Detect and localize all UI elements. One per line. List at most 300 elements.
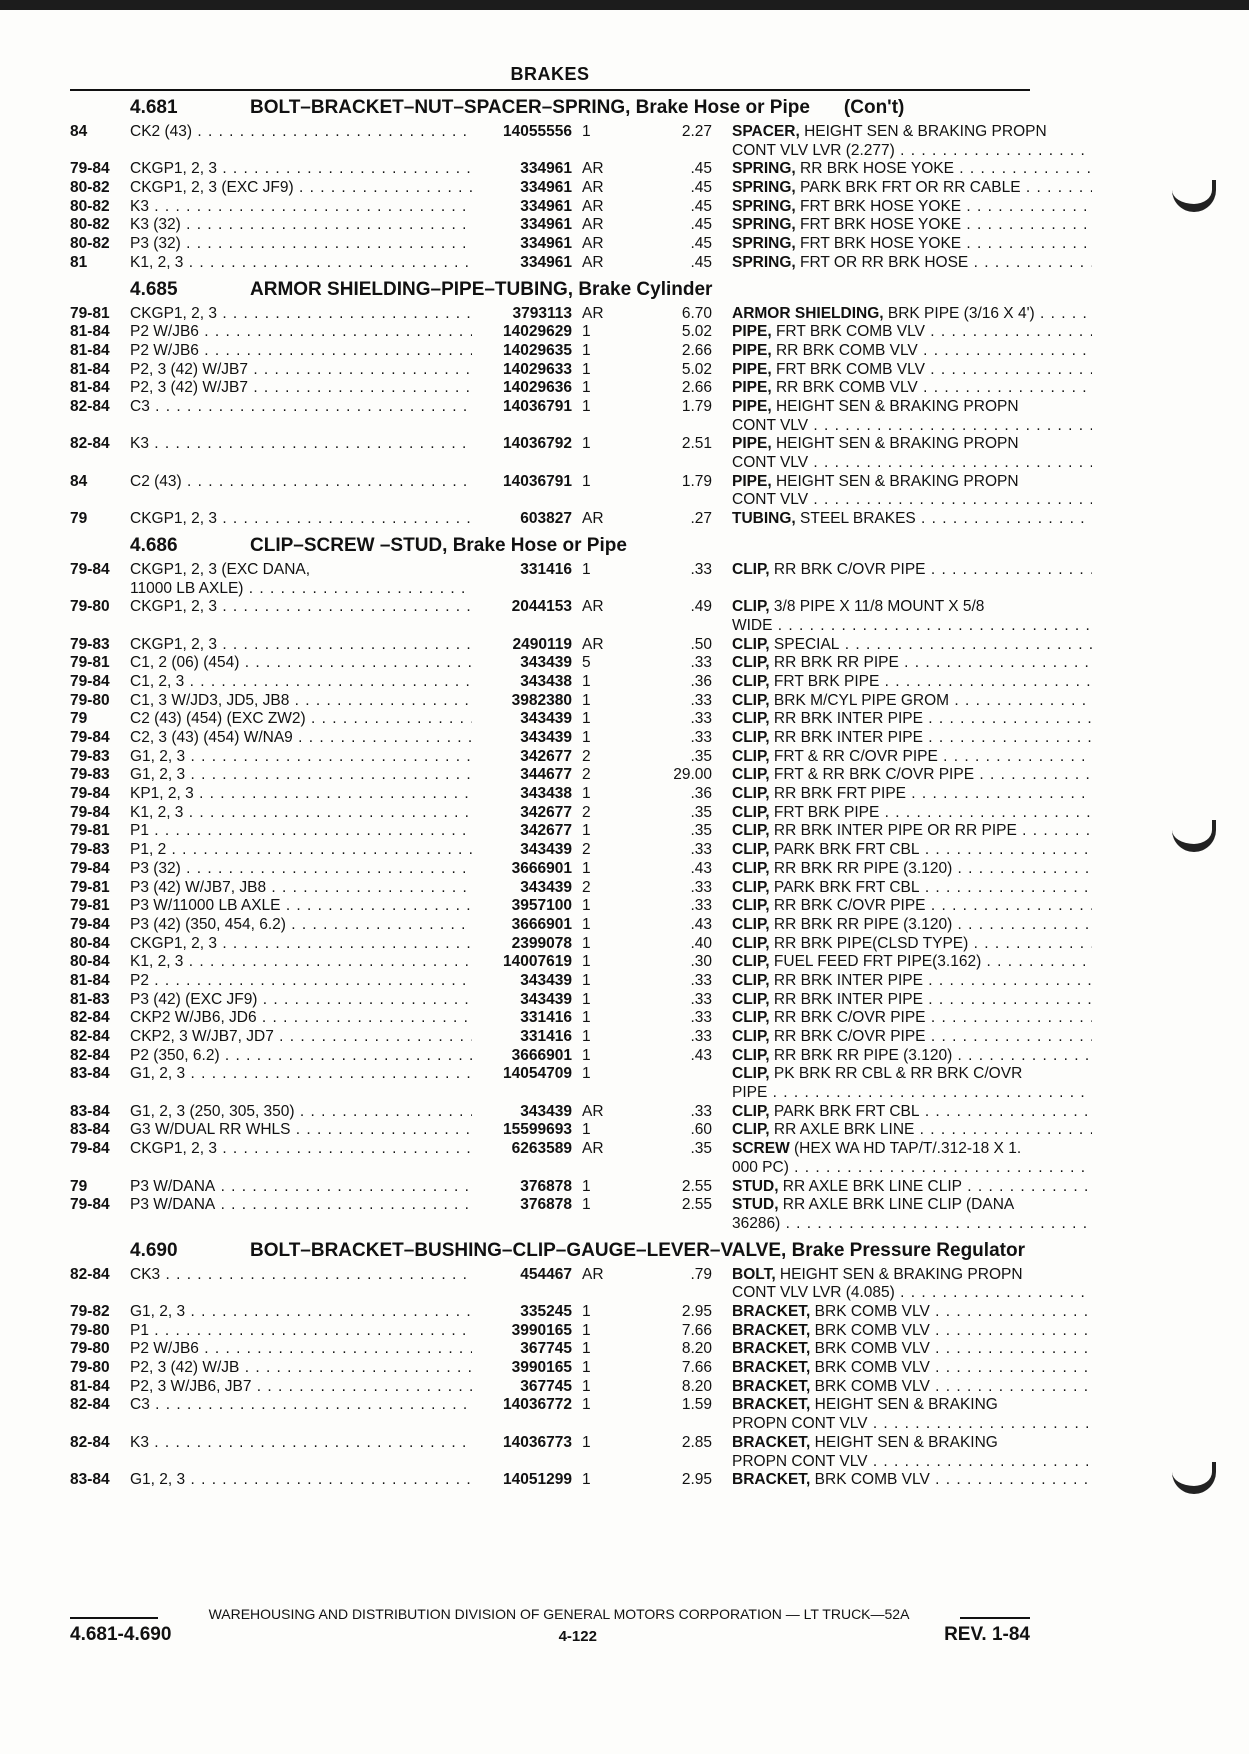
model-line: K1, 2, 3 . . . bbox=[130, 804, 472, 823]
model-list bbox=[130, 342, 472, 361]
description-line bbox=[732, 766, 1092, 785]
part-number: 14029633 bbox=[503, 360, 572, 378]
description-text: HEIGHT SEN & BRAKING PROPN bbox=[771, 435, 1019, 453]
footer-range: 4.681-4.690 bbox=[70, 1624, 172, 1645]
year-range: 79-84 bbox=[70, 1196, 110, 1214]
description-text: RR BRK RR PIPE (3.120) bbox=[769, 859, 953, 877]
part-name: CLIP, bbox=[732, 915, 770, 933]
part-number: 3990165 bbox=[511, 1321, 572, 1339]
price: .36 bbox=[690, 672, 712, 690]
year-range: 79-83 bbox=[70, 635, 110, 653]
quantity: 1 bbox=[582, 1396, 591, 1414]
description-line bbox=[732, 160, 1092, 179]
quantity: 1 bbox=[582, 672, 591, 690]
price: 1.79 bbox=[681, 397, 712, 415]
section-title bbox=[250, 535, 1030, 557]
part-row bbox=[70, 254, 1030, 273]
year-range: 79-80 bbox=[70, 1340, 110, 1358]
price: 5.02 bbox=[681, 323, 712, 341]
model-list bbox=[130, 1340, 472, 1359]
year-range: 82-84 bbox=[70, 1009, 110, 1027]
part-description bbox=[732, 561, 1092, 580]
part-number: 14036792 bbox=[503, 435, 572, 453]
price: 2.27 bbox=[681, 123, 712, 140]
model-line: K3 (32) . . . bbox=[130, 216, 472, 235]
year-range: 79-84 bbox=[70, 729, 110, 747]
model-list bbox=[130, 598, 472, 617]
quantity: 1 bbox=[582, 691, 591, 709]
year-range: 79-84 bbox=[70, 915, 110, 933]
quantity: 1 bbox=[582, 1359, 591, 1377]
model-line: CK2 (43) . . . bbox=[130, 123, 472, 142]
part-number: 14036791 bbox=[503, 472, 572, 490]
page-footer bbox=[70, 1606, 1030, 1646]
description-text: BRK COMB VLV bbox=[810, 1471, 930, 1489]
part-name: SPRING, bbox=[732, 253, 796, 271]
model-list bbox=[130, 935, 472, 954]
part-description bbox=[732, 1065, 1092, 1102]
description-line bbox=[732, 692, 1092, 711]
description-line bbox=[732, 860, 1092, 879]
price: 2.66 bbox=[681, 379, 712, 397]
description-text: RR BRK C/OVR PIPE bbox=[769, 897, 926, 915]
model-list bbox=[130, 991, 472, 1010]
model-list bbox=[130, 1471, 472, 1490]
part-number: 334961 bbox=[520, 235, 572, 253]
quantity: AR bbox=[582, 598, 604, 616]
year-range: 79 bbox=[70, 710, 88, 728]
year-range: 80-82 bbox=[70, 216, 110, 234]
description-line bbox=[732, 991, 1092, 1010]
part-name: CLIP, bbox=[732, 635, 770, 653]
description-line bbox=[732, 804, 1092, 823]
price: .45 bbox=[690, 179, 712, 197]
part-number: 343439 bbox=[520, 710, 572, 728]
part-name: CLIP, bbox=[732, 822, 770, 840]
part-row bbox=[70, 1140, 1030, 1177]
part-number: 343439 bbox=[520, 971, 572, 989]
part-row bbox=[70, 1121, 1030, 1140]
part-number: 14055556 bbox=[503, 123, 572, 140]
description-line bbox=[732, 1322, 1092, 1341]
part-description bbox=[732, 1196, 1092, 1233]
description-text: 36286) bbox=[732, 1214, 781, 1232]
description-text: FRT & RR C/OVR PIPE bbox=[769, 747, 938, 765]
quantity: 1 bbox=[582, 915, 591, 933]
model-list bbox=[130, 1322, 472, 1341]
section-title-text: BOLT–BRACKET–NUT–SPACER–SPRING, Brake Hose or Pipe bbox=[250, 97, 810, 118]
price: .60 bbox=[690, 1121, 712, 1139]
description-line bbox=[732, 654, 1092, 673]
model-list bbox=[130, 435, 472, 454]
price: 6.70 bbox=[681, 304, 712, 322]
part-row bbox=[70, 160, 1030, 179]
description-text: BRK COMB VLV bbox=[810, 1303, 930, 1321]
price: 2.55 bbox=[681, 1177, 712, 1195]
binder-hole bbox=[1172, 1462, 1216, 1494]
part-number: 14036772 bbox=[503, 1396, 572, 1414]
part-name: PIPE, bbox=[732, 323, 772, 341]
part-description bbox=[732, 379, 1092, 398]
model-list bbox=[130, 1140, 472, 1159]
footer-division: WAREHOUSING AND DISTRIBUTION DIVISION OF GENERAL MOTORS CORPORATION — LT TRUCK—52A bbox=[208, 1606, 910, 1622]
part-name: CLIP, bbox=[732, 766, 770, 784]
price: .45 bbox=[690, 235, 712, 253]
model-line: P3 W/DANA . . . bbox=[130, 1178, 472, 1197]
description-text: RR BRK RR PIPE (3.120) bbox=[769, 1046, 953, 1064]
part-name: CLIP, bbox=[732, 710, 770, 728]
price: .45 bbox=[690, 253, 712, 271]
section-heading bbox=[70, 279, 1030, 301]
binder-hole bbox=[1172, 180, 1216, 212]
part-number: 343438 bbox=[520, 672, 572, 690]
year-range: 81-84 bbox=[70, 1377, 110, 1395]
price: .33 bbox=[690, 878, 712, 896]
description-text: CONT VLV bbox=[732, 454, 809, 472]
part-description bbox=[732, 916, 1092, 935]
model-line: P2, 3 (42) W/JB7 . . . bbox=[130, 379, 472, 398]
section-number: 4.681 bbox=[130, 97, 178, 118]
year-range: 79-82 bbox=[70, 1303, 110, 1321]
description-line bbox=[732, 1453, 1092, 1472]
part-row bbox=[70, 710, 1030, 729]
quantity: 2 bbox=[582, 747, 591, 765]
quantity: AR bbox=[582, 1102, 604, 1120]
quantity: 1 bbox=[582, 360, 591, 378]
description-text: PROPN CONT VLV bbox=[732, 1415, 868, 1433]
description-text: HEIGHT SEN & BRAKING PROPN bbox=[775, 1265, 1023, 1283]
price: .35 bbox=[690, 822, 712, 840]
part-description bbox=[732, 1359, 1092, 1378]
price: .33 bbox=[690, 1009, 712, 1027]
part-row bbox=[70, 1471, 1030, 1490]
model-list bbox=[130, 198, 472, 217]
part-description bbox=[732, 860, 1092, 879]
part-row bbox=[70, 179, 1030, 198]
price: .43 bbox=[690, 1046, 712, 1064]
model-line: K1, 2, 3 . . . bbox=[130, 254, 472, 273]
year-range: 83-84 bbox=[70, 1102, 110, 1120]
model-line: P2 (350, 6.2) . . . bbox=[130, 1047, 472, 1066]
quantity: 1 bbox=[582, 323, 591, 341]
price: .33 bbox=[690, 897, 712, 915]
quantity: 1 bbox=[582, 1303, 591, 1321]
description-text: RR BRK C/OVR PIPE bbox=[769, 1009, 926, 1027]
description-line bbox=[732, 1378, 1092, 1397]
part-description bbox=[732, 123, 1092, 160]
description-text: CONT VLV LVR (2.277) bbox=[732, 141, 895, 159]
part-description bbox=[732, 991, 1092, 1010]
model-list bbox=[130, 785, 472, 804]
year-range: 79-84 bbox=[70, 785, 110, 803]
year-range: 84 bbox=[70, 123, 88, 140]
part-row bbox=[70, 1178, 1030, 1197]
model-list bbox=[130, 561, 472, 598]
description-text: 3/8 PIPE X 11/8 MOUNT X 5/8 bbox=[769, 598, 985, 616]
part-name: STUD, bbox=[732, 1177, 779, 1195]
description-line bbox=[732, 454, 1092, 473]
price: .36 bbox=[690, 785, 712, 803]
quantity: AR bbox=[582, 1265, 604, 1283]
part-name: PIPE, bbox=[732, 360, 772, 378]
price: .33 bbox=[690, 691, 712, 709]
model-line: P2, 3 W/JB6, JB7 . . . bbox=[130, 1378, 472, 1397]
price: 1.59 bbox=[681, 1396, 712, 1414]
part-name: CLIP, bbox=[732, 990, 770, 1008]
part-name: CLIP, bbox=[732, 1121, 770, 1139]
year-range: 82-84 bbox=[70, 1265, 110, 1283]
part-description bbox=[732, 822, 1092, 841]
year-range: 81-84 bbox=[70, 971, 110, 989]
year-range: 79 bbox=[70, 510, 88, 528]
part-description bbox=[732, 636, 1092, 655]
price: .33 bbox=[690, 729, 712, 747]
part-name: CLIP, bbox=[732, 747, 770, 765]
model-line: CKGP1, 2, 3 . . . bbox=[130, 598, 472, 617]
quantity: 1 bbox=[582, 1046, 591, 1064]
part-description bbox=[732, 1103, 1092, 1122]
part-name: CLIP, bbox=[732, 897, 770, 915]
part-row bbox=[70, 729, 1030, 748]
part-number: 3982380 bbox=[511, 691, 572, 709]
year-range: 81-84 bbox=[70, 360, 110, 378]
section-number: 4.686 bbox=[130, 534, 178, 556]
model-list bbox=[130, 179, 472, 198]
description-line bbox=[732, 617, 1092, 636]
description-line bbox=[732, 398, 1092, 417]
model-list bbox=[130, 1065, 472, 1084]
quantity: AR bbox=[582, 179, 604, 197]
year-range: 80-82 bbox=[70, 197, 110, 215]
part-name: CLIP, bbox=[732, 841, 770, 859]
model-list bbox=[130, 822, 472, 841]
part-row bbox=[70, 1103, 1030, 1122]
part-description bbox=[732, 398, 1092, 435]
model-line: K3 . . . bbox=[130, 198, 472, 217]
quantity: 1 bbox=[582, 1065, 591, 1083]
model-list bbox=[130, 216, 472, 235]
price: .30 bbox=[690, 953, 712, 971]
quantity: 1 bbox=[582, 822, 591, 840]
part-name: BRACKET, bbox=[732, 1471, 811, 1489]
part-name: CLIP, bbox=[732, 672, 770, 690]
description-line bbox=[732, 1434, 1092, 1453]
model-list bbox=[130, 1009, 472, 1028]
part-number: 3666901 bbox=[511, 915, 572, 933]
part-number: 14051299 bbox=[503, 1471, 572, 1489]
year-range: 79-81 bbox=[70, 654, 110, 672]
price: 2.55 bbox=[681, 1196, 712, 1214]
model-list bbox=[130, 235, 472, 254]
part-name: SPRING, bbox=[732, 197, 796, 215]
part-number: 342677 bbox=[520, 747, 572, 765]
part-row bbox=[70, 361, 1030, 380]
description-text: RR BRK INTER PIPE bbox=[769, 710, 923, 728]
page-title: BRAKES bbox=[510, 64, 590, 84]
year-range: 83-84 bbox=[70, 1471, 110, 1489]
part-number: 343439 bbox=[520, 654, 572, 672]
model-list bbox=[130, 673, 472, 692]
quantity: AR bbox=[582, 197, 604, 215]
part-row bbox=[70, 935, 1030, 954]
part-number: 2399078 bbox=[511, 934, 572, 952]
part-name: PIPE, bbox=[732, 472, 772, 490]
price: 8.20 bbox=[681, 1377, 712, 1395]
price: .27 bbox=[690, 510, 712, 528]
description-line bbox=[732, 841, 1092, 860]
model-list bbox=[130, 916, 472, 935]
quantity: AR bbox=[582, 1140, 604, 1158]
part-row bbox=[70, 766, 1030, 785]
part-description bbox=[732, 179, 1092, 198]
model-list bbox=[130, 841, 472, 860]
description-text: BRK M/CYL PIPE GROM bbox=[769, 691, 950, 709]
part-number: 331416 bbox=[520, 1009, 572, 1027]
part-number: 15599693 bbox=[503, 1121, 572, 1139]
part-row bbox=[70, 822, 1030, 841]
model-list bbox=[130, 1028, 472, 1047]
description-line bbox=[732, 379, 1092, 398]
description-line bbox=[732, 1284, 1092, 1303]
part-name: PIPE, bbox=[732, 397, 772, 415]
section-title-text: ARMOR SHIELDING–PIPE–TUBING, Brake Cylinder bbox=[250, 278, 713, 300]
model-line: P2, 3 (42) W/JB . . . bbox=[130, 1359, 472, 1378]
price: 5.02 bbox=[681, 360, 712, 378]
quantity: 1 bbox=[582, 1321, 591, 1339]
part-row bbox=[70, 1340, 1030, 1359]
description-text: BRK COMB VLV bbox=[810, 1377, 930, 1395]
part-name: CLIP, bbox=[732, 785, 770, 803]
model-list bbox=[130, 1359, 472, 1378]
part-description bbox=[732, 160, 1092, 179]
price: 1.79 bbox=[681, 472, 712, 490]
model-list bbox=[130, 636, 472, 655]
description-text: RR BRK C/OVR PIPE bbox=[769, 560, 926, 578]
part-name: CLIP, bbox=[732, 1009, 770, 1027]
part-description bbox=[732, 342, 1092, 361]
part-description bbox=[732, 804, 1092, 823]
model-line: K1, 2, 3 . . . bbox=[130, 953, 472, 972]
model-line: CKP2, 3 W/JB7, JD7 . . . bbox=[130, 1028, 472, 1047]
part-name: SPRING, bbox=[732, 216, 796, 234]
price: .33 bbox=[690, 990, 712, 1008]
part-description bbox=[732, 729, 1092, 748]
part-name: CLIP, bbox=[732, 953, 770, 971]
model-list bbox=[130, 1178, 472, 1197]
part-row bbox=[70, 1047, 1030, 1066]
description-line bbox=[732, 361, 1092, 380]
part-description bbox=[732, 323, 1092, 342]
description-line bbox=[732, 417, 1092, 436]
year-range: 80-84 bbox=[70, 953, 110, 971]
year-range: 79-80 bbox=[70, 598, 110, 616]
description-text: SPECIAL bbox=[769, 635, 840, 653]
part-description bbox=[732, 1378, 1092, 1397]
description-text: FUEL FEED FRT PIPE(3.162) bbox=[769, 953, 982, 971]
quantity: 1 bbox=[582, 1121, 591, 1139]
description-line bbox=[732, 1415, 1092, 1434]
part-name: ARMOR SHIELDING, bbox=[732, 304, 884, 322]
quantity: 1 bbox=[582, 1340, 591, 1358]
quantity: 1 bbox=[582, 897, 591, 915]
model-line: C1, 2, 3 . . . bbox=[130, 673, 472, 692]
model-list bbox=[130, 879, 472, 898]
part-description bbox=[732, 254, 1092, 273]
quantity: 1 bbox=[582, 990, 591, 1008]
part-row bbox=[70, 379, 1030, 398]
part-description bbox=[732, 1340, 1092, 1359]
part-name: BOLT, bbox=[732, 1265, 776, 1283]
year-range: 81-84 bbox=[70, 341, 110, 359]
description-text: HEIGHT SEN & BRAKING PROPN bbox=[771, 397, 1019, 415]
model-list bbox=[130, 123, 472, 142]
part-description bbox=[732, 216, 1092, 235]
description-text: RR AXLE BRK LINE CLIP (DANA bbox=[778, 1196, 1015, 1214]
part-row bbox=[70, 235, 1030, 254]
part-description bbox=[732, 1178, 1092, 1197]
price: .45 bbox=[690, 160, 712, 178]
part-row bbox=[70, 991, 1030, 1010]
part-description bbox=[732, 1303, 1092, 1322]
model-list bbox=[130, 972, 472, 991]
model-line: G1, 2, 3 . . . bbox=[130, 1065, 472, 1084]
description-line bbox=[732, 198, 1092, 217]
model-line: 11000 LB AXLE) . . . bbox=[130, 580, 472, 599]
description-line bbox=[732, 598, 1092, 617]
model-line: K3 . . . bbox=[130, 435, 472, 454]
part-number: 335245 bbox=[520, 1303, 572, 1321]
quantity: 2 bbox=[582, 766, 591, 784]
year-range: 82-84 bbox=[70, 397, 110, 415]
description-text: CONT VLV bbox=[732, 416, 809, 434]
part-row bbox=[70, 748, 1030, 767]
part-description bbox=[732, 1140, 1092, 1177]
model-line: P3 (42) W/JB7, JB8 . . . bbox=[130, 879, 472, 898]
description-text: FRT BRK HOSE YOKE bbox=[795, 216, 962, 234]
model-list bbox=[130, 1047, 472, 1066]
price: .33 bbox=[690, 710, 712, 728]
part-row bbox=[70, 598, 1030, 635]
model-list bbox=[130, 473, 472, 492]
part-row bbox=[70, 897, 1030, 916]
description-text: RR AXLE BRK LINE bbox=[769, 1121, 915, 1139]
part-number: 334961 bbox=[520, 253, 572, 271]
section-heading bbox=[70, 1240, 1030, 1262]
part-description bbox=[732, 972, 1092, 991]
part-name: CLIP, bbox=[732, 691, 770, 709]
part-name: CLIP, bbox=[732, 859, 770, 877]
model-line: P3 (42) (EXC JF9) . . . bbox=[130, 991, 472, 1010]
part-name: CLIP, bbox=[732, 878, 770, 896]
model-line: G1, 2, 3 . . . bbox=[130, 748, 472, 767]
model-list bbox=[130, 1396, 472, 1415]
model-list bbox=[130, 1266, 472, 1285]
part-number: 14029635 bbox=[503, 341, 572, 359]
part-number: 343439 bbox=[520, 878, 572, 896]
section-title-text: CLIP–SCREW –STUD, Brake Hose or Pipe bbox=[250, 534, 627, 556]
part-name: STUD, bbox=[732, 1196, 779, 1214]
description-text: RR BRK INTER PIPE bbox=[769, 729, 923, 747]
model-line: C1, 2 (06) (454) . . . bbox=[130, 654, 472, 673]
part-row bbox=[70, 1196, 1030, 1233]
description-line bbox=[732, 729, 1092, 748]
model-line: CKGP1, 2, 3 . . . bbox=[130, 636, 472, 655]
model-line: G3 W/DUAL RR WHLS . . . bbox=[130, 1121, 472, 1140]
part-number: 367745 bbox=[520, 1340, 572, 1358]
footer-page-number: 4-122 bbox=[558, 1628, 597, 1645]
description-line bbox=[732, 1471, 1092, 1490]
part-number: 343438 bbox=[520, 785, 572, 803]
